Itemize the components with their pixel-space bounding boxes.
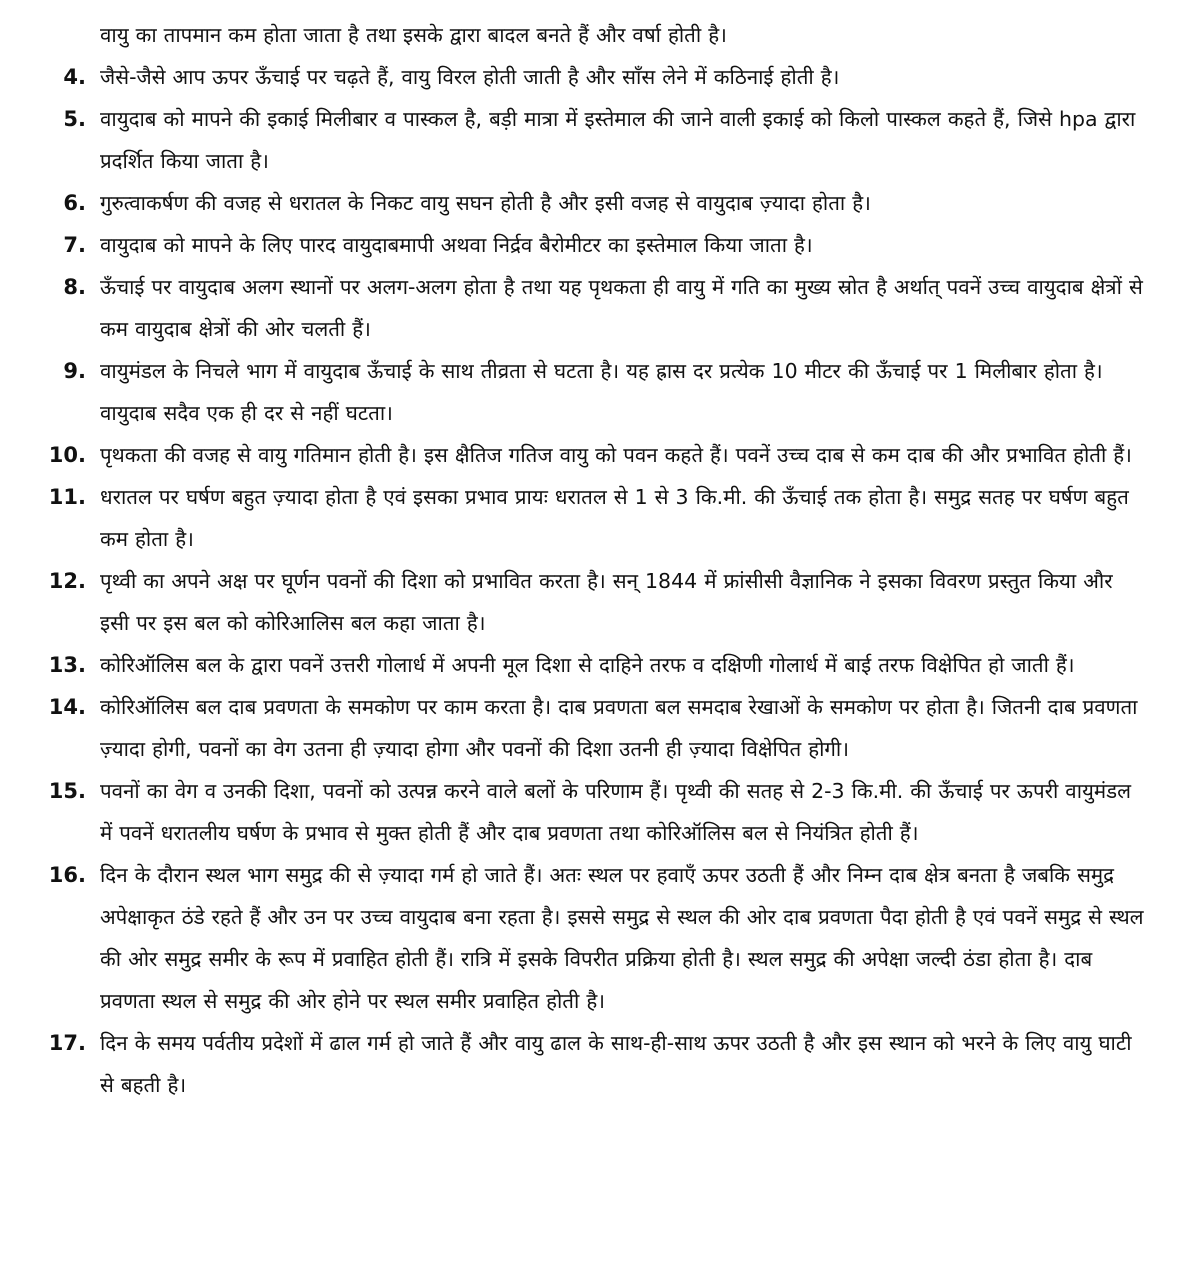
item-text: पृथकता की वजह से वायु गतिमान होती है। इस क्षैतिज गतिज वायु को पवन कहते हैं। पवनें उच्च दाब से कम दाब की और प्रभावित होती हैं। xyxy=(100,443,1132,467)
list-item xyxy=(0,14,1180,56)
list-item xyxy=(0,1022,1180,1106)
item-text: गुरुत्वाकर्षण की वजह से धरातल के निकट वायु सघन होती है और इसी वजह से वायुदाब ज़्यादा होता है। xyxy=(100,191,871,215)
item-number: 13. xyxy=(48,653,86,677)
list-item xyxy=(0,476,1180,560)
item-number: 6. xyxy=(63,191,86,215)
item-number: 8. xyxy=(63,275,86,299)
item-text: पवनों का वेग व उनकी दिशा, पवनों को उत्पन्न करने वाले बलों के परिणाम हैं। पृथ्वी की सतह से 2-3 कि.मी. की ऊँचाई पर ऊपरी वायुमंडल में पवनें धरातलीय घर्षण के प्रभाव से मुक्त होती हैं और दाब प्रवणता तथा कोरिऑलिस बल से नियंत्रित होती हैं। xyxy=(100,779,1132,845)
item-text: वायु का तापमान कम होता जाता है तथा इसके द्वारा बादल बनते हैं और वर्षा होती है। xyxy=(100,23,727,47)
list-item xyxy=(0,644,1180,686)
item-text: वायुदाब को मापने की इकाई मिलीबार व पास्कल है, बड़ी मात्रा में इस्तेमाल की जाने वाली इकाई को किलो पास्कल कहते हैं, जिसे hpa द्वारा प्रदर्शित किया जाता है। xyxy=(100,107,1136,173)
list-item xyxy=(0,350,1180,434)
list-item xyxy=(0,182,1180,224)
list-item xyxy=(0,224,1180,266)
item-text: वायुमंडल के निचले भाग में वायुदाब ऊँचाई के साथ तीव्रता से घटता है। यह ह्रास दर प्रत्येक 10 मीटर की ऊँचाई पर 1 मिलीबार होता है। वायुदाब सदैव एक ही दर से नहीं घटता। xyxy=(100,359,1103,425)
item-text: वायुदाब को मापने के लिए पारद वायुदाबमापी अथवा निर्द्रव बैरोमीटर का इस्तेमाल किया जाता है। xyxy=(100,233,813,257)
item-text: कोरिऑलिस बल के द्वारा पवनें उत्तरी गोलार्ध में अपनी मूल दिशा से दाहिने तरफ व दक्षिणी गोलार्ध में बाई तरफ विक्षेपित हो जाती हैं। xyxy=(100,653,1075,677)
item-text: धरातल पर घर्षण बहुत ज़्यादा होता है एवं इसका प्रभाव प्रायः धरातल से 1 से 3 कि.मी. की ऊँचाई तक होता है। समुद्र सतह पर घर्षण बहुत कम होता है। xyxy=(100,485,1129,551)
item-text: जैसे-जैसे आप ऊपर ऊँचाई पर चढ़ते हैं, वायु विरल होती जाती है और साँस लेने में कठिनाई होती है। xyxy=(100,65,840,89)
item-text: पृथ्वी का अपने अक्ष पर घूर्णन पवनों की दिशा को प्रभावित करता है। सन् 1844 में फ्रांसीसी वैज्ञानिक ने इसका विवरण प्रस्तुत किया और इसी पर इस बल को कोरिआलिस बल कहा जाता है। xyxy=(100,569,1113,635)
item-text: ऊँचाई पर वायुदाब अलग स्थानों पर अलग-अलग होता है तथा यह पृथकता ही वायु में गति का मुख्य स्रोत है अर्थात् पवनें उच्च वायुदाब क्षेत्रों से कम वायुदाब क्षेत्रों की ओर चलती हैं। xyxy=(100,275,1143,341)
list-item xyxy=(0,434,1180,476)
list-item xyxy=(0,770,1180,854)
item-number: 9. xyxy=(63,359,86,383)
item-number: 16. xyxy=(48,863,86,887)
item-number: 11. xyxy=(48,485,86,509)
list-item xyxy=(0,266,1180,350)
item-number: 14. xyxy=(48,695,86,719)
item-number: 17. xyxy=(48,1031,86,1055)
item-number: 5. xyxy=(63,107,86,131)
list-item xyxy=(0,98,1180,182)
item-number: 7. xyxy=(63,233,86,257)
item-text: दिन के दौरान स्थल भाग समुद्र की से ज़्यादा गर्म हो जाते हैं। अतः स्थल पर हवाएँ ऊपर उठती हैं और निम्न दाब क्षेत्र बनता है जबकि समुद्र अपेक्षाकृत ठंडे रहते हैं और उन पर उच्च वायुदाब बना रहता है। इससे समुद्र से स्थल की ओर दाब प्रवणता पैदा होती है एवं पवनें समुद्र से स्थल की ओर समुद्र समीर के रूप में प्रवाहित होती हैं। रात्रि में इसके विपरीत प्रक्रिया होती है। स्थल समुद्र की अपेक्षा जल्दी ठंडा होता है। दाब प्रवणता स्थल से समुद्र की ओर होने पर स्थल समीर प्रवाहित होती है। xyxy=(100,863,1144,1013)
item-text: दिन के समय पर्वतीय प्रदेशों में ढाल गर्म हो जाते हैं और वायु ढाल के साथ-ही-साथ ऊपर उठती है और इस स्थान को भरने के लिए वायु घाटी से बहती है। xyxy=(100,1031,1132,1097)
item-number: 15. xyxy=(48,779,86,803)
list-item xyxy=(0,854,1180,1022)
item-number: 12. xyxy=(48,569,86,593)
list-item xyxy=(0,686,1180,770)
list-item xyxy=(0,56,1180,98)
document-page xyxy=(0,14,1180,1106)
item-number: 10. xyxy=(48,443,86,467)
item-text: कोरिऑलिस बल दाब प्रवणता के समकोण पर काम करता है। दाब प्रवणता बल समदाब रेखाओं के समकोण पर होता है। जितनी दाब प्रवणता ज़्यादा होगी, पवनों का वेग उतना ही ज़्यादा होगा और पवनों की दिशा उतनी ही ज़्यादा विक्षेपित होगी। xyxy=(100,695,1138,761)
list-item xyxy=(0,560,1180,644)
item-number: 4. xyxy=(63,65,86,89)
